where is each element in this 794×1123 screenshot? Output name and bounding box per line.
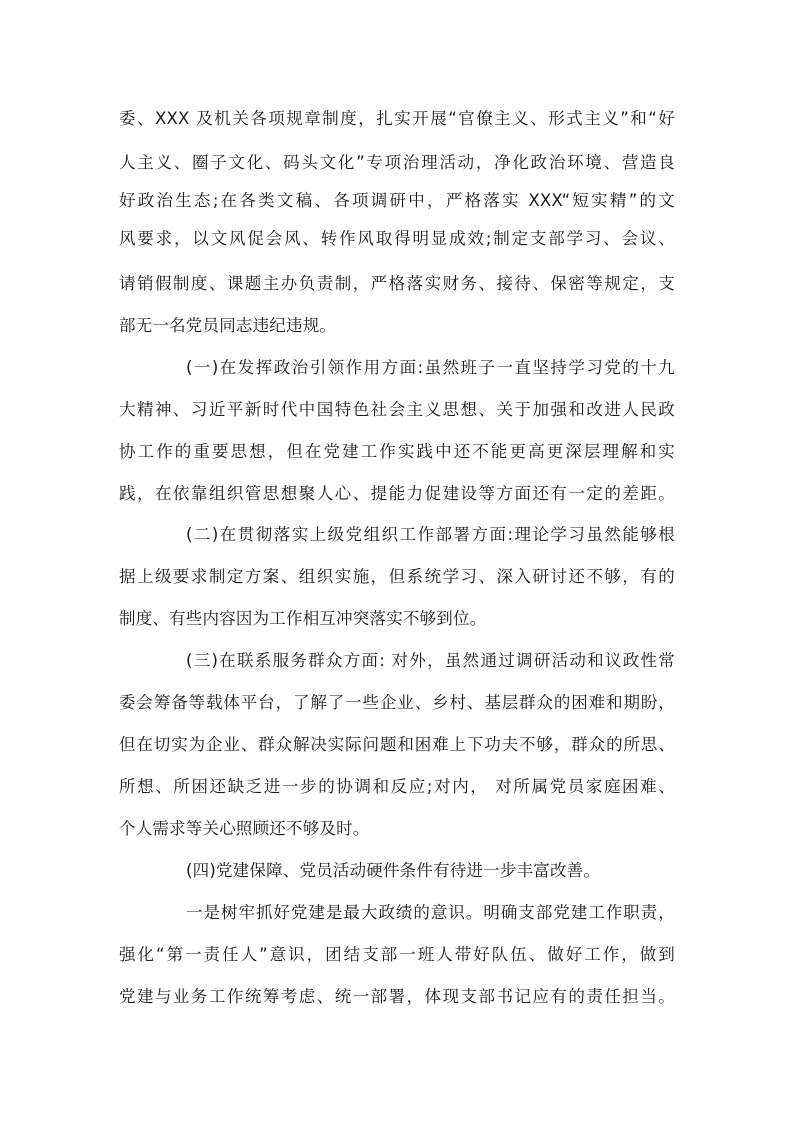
text-line: 协工作的重要思想，但在党建工作实践中还不能更高更深层理解和实 bbox=[119, 442, 675, 461]
text-line: 党建与业务工作统筹考虑、统一部署，体现支部书记应有的责任担当。 bbox=[119, 987, 675, 1006]
text-line: 风要求，以文风促会风、转作风取得明显成效;制定支部学习、会议、 bbox=[119, 229, 675, 248]
text-line: 人主义、圈子文化、码头文化”专项治理活动，净化政治环境、营造良 bbox=[119, 153, 675, 172]
text-line: 大精神、习近平新时代中国特色社会主义思想、关于加强和改进人民政 bbox=[119, 400, 675, 419]
paragraph-heading-line: (三)在联系服务群众方面: 对外，虽然通过调研活动和议政性常 bbox=[186, 651, 675, 670]
text-line: 委会筹备等载体平台，了解了一些企业、乡村、基层群众的困难和期盼， bbox=[119, 693, 675, 712]
text-line: 践，在依靠组织管思想聚人心、提能力促建设等方面还有一定的差距。 bbox=[119, 484, 675, 503]
text-line: 部无一名党员同志违纪违规。 bbox=[119, 316, 337, 335]
text-line: 请销假制度、课题主办负责制，严格落实财务、接待、保密等规定，支 bbox=[119, 274, 675, 293]
text-line: 制度、有些内容因为工作相互冲突落实不够到位。 bbox=[119, 609, 487, 628]
text-line: 强化“第一责任人”意识，团结支部一班人带好队伍、做好工作，做到 bbox=[119, 945, 675, 964]
text-line: 所想、所困还缺乏进一步的协调和反应;对内， 对所属党员家庭困难、 bbox=[119, 777, 675, 796]
paragraph-heading-line: (四)党建保障、党员活动硬件条件有待进一步丰富改善。 bbox=[186, 861, 601, 880]
text-line: 据上级要求制定方案、组织实施，但系统学习、深入研讨还不够，有的 bbox=[119, 567, 675, 586]
paragraph-heading-line: (二)在贯彻落实上级党组织工作部署方面:理论学习虽然能够根 bbox=[186, 525, 675, 544]
paragraph-heading-line: (一)在发挥政治引领作用方面:虽然班子一直坚持学习党的十九 bbox=[186, 358, 675, 377]
text-line: 好政治生态;在各类文稿、各项调研中，严格落实 XXX“短实精”的文 bbox=[119, 191, 675, 210]
text-line: 委、XXX 及机关各项规章制度，扎实开展“官僚主义、形式主义”和“好 bbox=[119, 109, 675, 128]
text-line: 个人需求等关心照顾还不够及时。 bbox=[119, 819, 370, 838]
paragraph-first-line: 一是树牢抓好党建是最大政绩的意识。明确支部党建工作职责， bbox=[186, 903, 675, 922]
text-line: 但在切实为企业、群众解决实际问题和困难上下功夫不够，群众的所思、 bbox=[119, 735, 675, 754]
